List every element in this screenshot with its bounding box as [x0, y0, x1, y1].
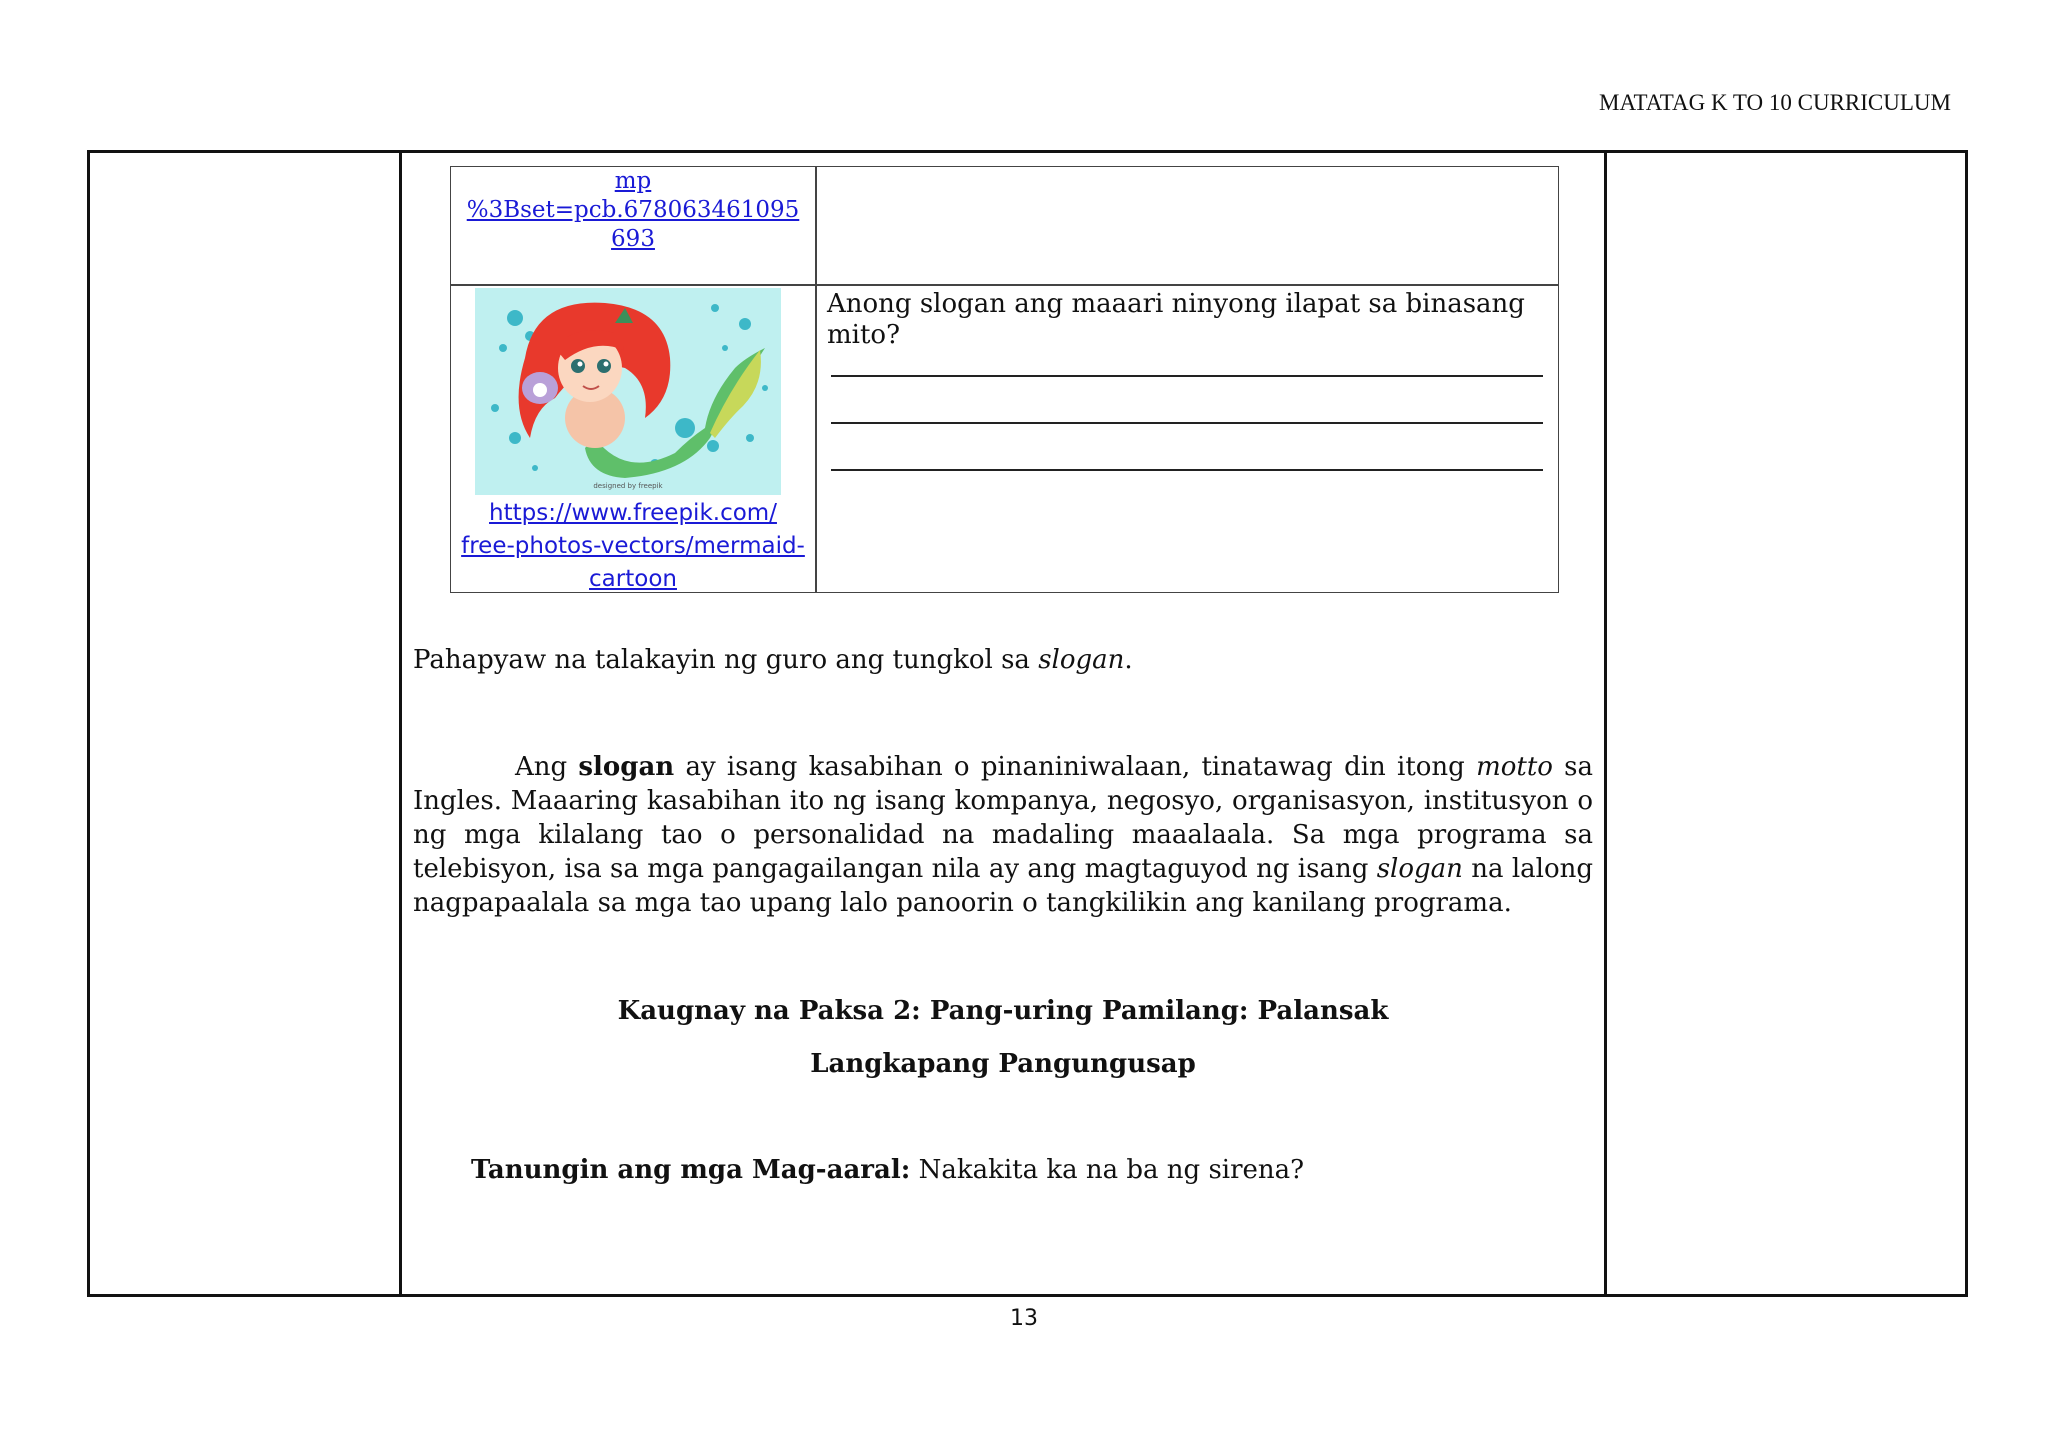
- topic-heading: Kaugnay na Paksa 2: Pang-uring Pamilang: Palansak: [617, 996, 1389, 1026]
- answer-line-2[interactable]: [831, 422, 1543, 424]
- mermaid-cartoon-image: [475, 288, 781, 495]
- page-number: 13: [1010, 1306, 1038, 1331]
- student-question: Tanungin ang mga Mag-aaral: Nakakita ka na ba ng sirena?: [471, 1155, 1305, 1185]
- topic-subheading: Langkapang Pangungusap: [810, 1049, 1196, 1079]
- image-credit: designed by freepik: [593, 482, 663, 490]
- column-divider-left: [399, 153, 402, 1294]
- slogan-question: Anong slogan ang maaari ninyong ilapat sa binasang mito?: [827, 289, 1525, 350]
- row-divider: [451, 284, 1558, 286]
- lesson-table: [87, 150, 1968, 1297]
- source-link-top[interactable]: mp %3Bset=pcb.678063461095 693: [466, 168, 800, 252]
- answer-line-1[interactable]: [831, 375, 1543, 377]
- answer-line-3[interactable]: [831, 469, 1543, 471]
- slogan-definition-paragraph: Ang slogan ay isang kasabihan o pinaniniwalaan, tinatawag din itong motto sa Ingles. Maaaring kasabihan ito ng isang kompanya, negosyo, organisasyon, institusyon o ng mga kilalang tao o personalidad na madaling maaalaala. Sa mga programa sa telebisyon, isa sa mga pangagailangan nila ay ang magtaguyod ng isang slogan na lalong nagpapaalala sa mga tao upang lalo panoorin o tangkilikin ang kanilang programa.: [413, 752, 1594, 918]
- activity-table: [450, 166, 1559, 593]
- cell-divider: [815, 167, 817, 592]
- intro-sentence: Pahapyaw na talakayin ng guro ang tungkol sa slogan.: [413, 645, 1133, 675]
- curriculum-header: MATATAG K TO 10 CURRICULUM: [1599, 90, 1951, 115]
- mermaid-icon: [475, 288, 781, 495]
- column-divider-right: [1604, 153, 1607, 1294]
- source-link-freepik[interactable]: https://www.freepik.com/ free-photos-vectors/mermaid- cartoon: [461, 500, 805, 592]
